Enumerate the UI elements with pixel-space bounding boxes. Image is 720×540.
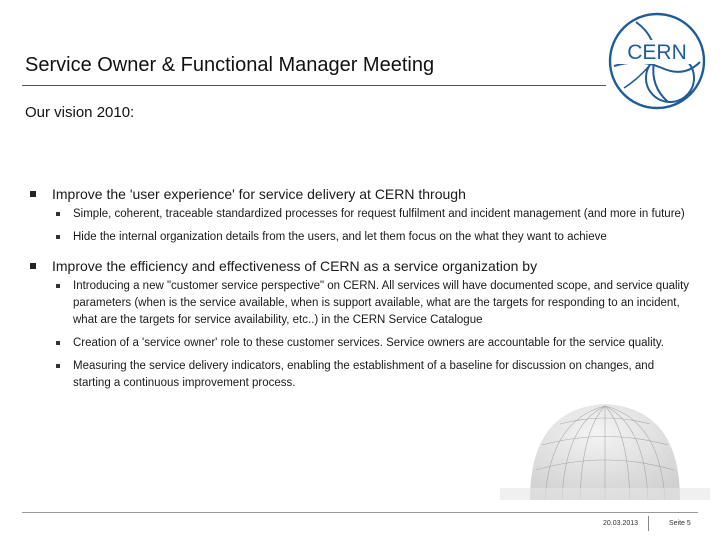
bullet-square-icon bbox=[56, 284, 60, 288]
bullet-text: Improve the 'user experience' for service delivery at CERN through bbox=[52, 186, 466, 202]
slide-title: Service Owner & Functional Manager Meeting bbox=[25, 54, 435, 76]
bullet-text: Improve the efficiency and effectiveness of CERN as a service organization by bbox=[52, 258, 538, 274]
footer bbox=[0, 510, 720, 540]
sub-bullet-text: Hide the internal organization details from the users, and let them focus on the what they want to achieve bbox=[73, 231, 607, 243]
title-divider bbox=[22, 85, 606, 86]
footer-separator bbox=[648, 516, 649, 531]
sub-bullet-item bbox=[30, 358, 692, 392]
sub-bullet-text: Creation of a 'service owner' role to these customer services. Service owners are accountable for the service quality. bbox=[73, 337, 664, 349]
sub-bullet-item bbox=[30, 206, 692, 223]
bullet-square-icon bbox=[56, 212, 60, 216]
bullet-square-icon bbox=[56, 364, 60, 368]
logo-text: CERN bbox=[627, 41, 687, 64]
footer-date: 20.03.2013 bbox=[603, 520, 639, 527]
globe-building-image bbox=[490, 400, 720, 500]
footer-divider bbox=[22, 512, 698, 513]
bullet-square-icon bbox=[56, 235, 60, 239]
bullet-item bbox=[30, 256, 692, 276]
bullet-list bbox=[30, 184, 692, 398]
sub-bullet-item bbox=[30, 335, 692, 352]
bullet-square-icon bbox=[30, 191, 36, 197]
bullet-item bbox=[30, 184, 692, 204]
sub-bullet-item bbox=[30, 229, 692, 246]
sub-bullet-text: Introducing a new "customer service perspective" on CERN. All services will have documented scope, and service quality parameters (when is the service available, when is support available, what are the targets for responding to an incident, what are the targets for service availability, etc..) in the CERN Service Catalogue bbox=[73, 280, 690, 326]
sub-bullet-item bbox=[30, 278, 692, 329]
cern-logo-icon bbox=[606, 10, 708, 112]
sub-bullet-text: Simple, coherent, traceable standardized processes for request fulfilment and incident management (and more in future) bbox=[73, 208, 685, 220]
vision-heading: Our vision 2010: bbox=[25, 104, 135, 121]
sub-bullet-text: Measuring the service delivery indicators, enabling the establishment of a baseline for discussion on changes, and starting a continuous improvement process. bbox=[73, 360, 655, 389]
bullet-square-icon bbox=[56, 341, 60, 345]
bullet-square-icon bbox=[30, 263, 36, 269]
page-number: Seite 5 bbox=[669, 520, 691, 527]
